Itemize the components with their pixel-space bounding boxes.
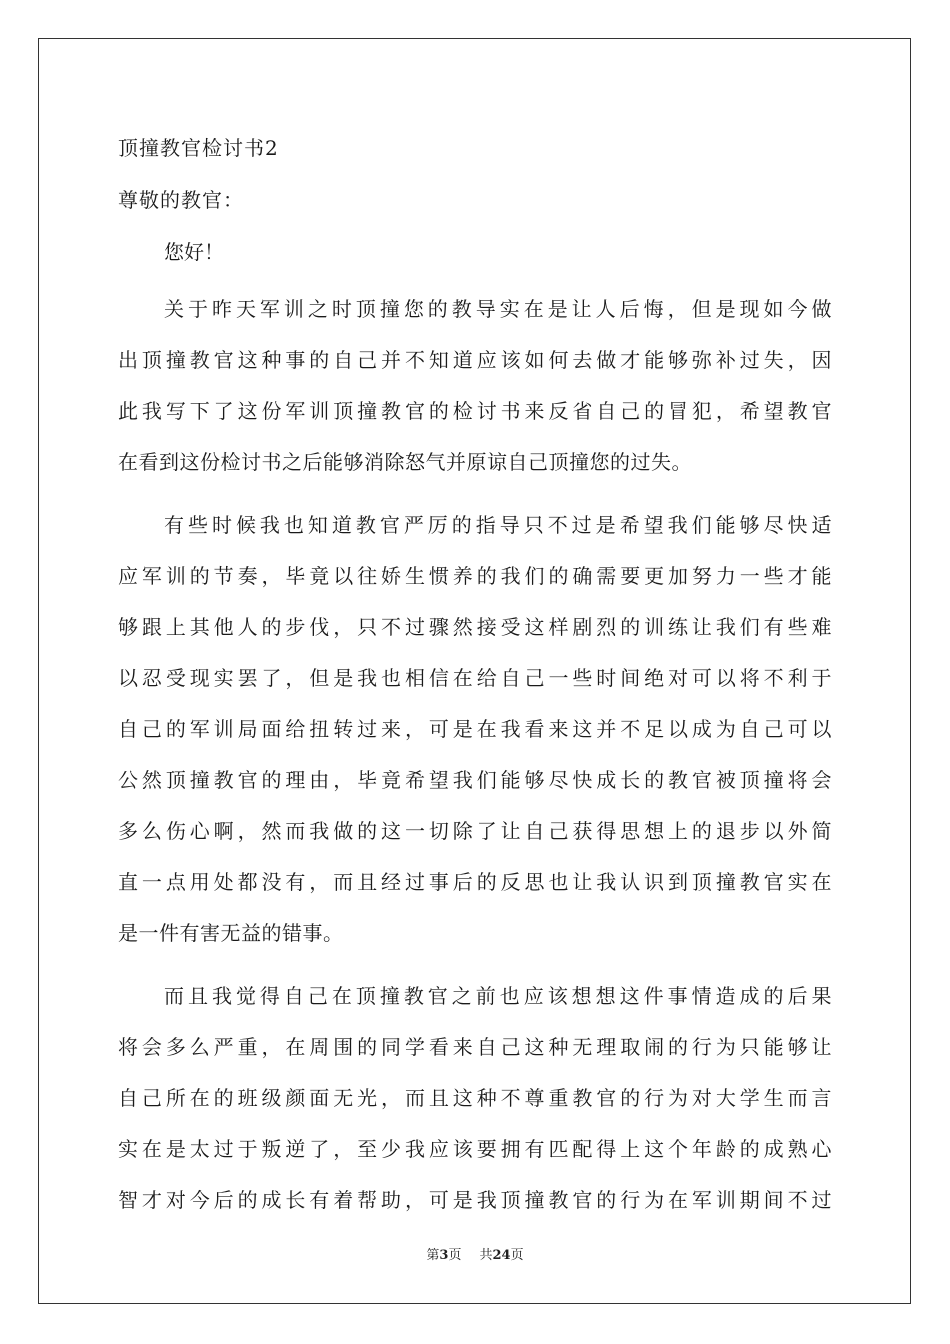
text-line: 有些时候我也知道教官严厉的指导只不过是希望我们能够尽快适 [164, 513, 832, 537]
text-line: 而且我觉得自己在顶撞教官之前也应该想想这件事情造成的后果 [164, 984, 832, 1008]
text-line: 关于昨天军训之时顶撞您的教导实在是让人后悔，但是现如今做 [164, 297, 832, 321]
total-prefix: 共 [479, 1248, 493, 1263]
document-title: 顶撞教官检讨书2 [118, 136, 279, 160]
text-line: 在看到这份检讨书之后能够消除怒气并原谅自己顶撞您的过失。 [118, 450, 692, 474]
greeting: 您好！ [164, 240, 224, 264]
text-line: 实在是太过于叛逆了，至少我应该要拥有匹配得上这个年龄的成熟心 [118, 1137, 832, 1161]
paragraph-3 [118, 971, 832, 1226]
text-line: 此我写下了这份军训顶撞教官的检讨书来反省自己的冒犯，希望教官 [118, 399, 832, 423]
text-line: 直一点用处都没有，而且经过事后的反思也让我认识到顶撞教官实在 [118, 870, 832, 894]
text-line: 多么伤心啊，然而我做的这一切除了让自己获得思想上的退步以外简 [118, 819, 832, 843]
text-line: 出顶撞教官这种事的自己并不知道应该如何去做才能够弥补过失，因 [118, 348, 832, 372]
total-suffix: 页 [510, 1248, 524, 1263]
salutation: 尊敬的教官： [118, 188, 244, 212]
total-page-count: 24 [492, 1248, 511, 1263]
text-line: 以忍受现实罢了，但是我也相信在给自己一些时间绝对可以将不利于 [118, 666, 832, 690]
text-line: 应军训的节奏，毕竟以往娇生惯养的我们的确需要更加努力一些才能 [118, 564, 832, 588]
text-line: 自己所在的班级颜面无光，而且这种不尊重教官的行为对大学生而言 [118, 1086, 832, 1110]
document-body [118, 128, 832, 1226]
text-line: 是一件有害无益的错事。 [118, 921, 344, 945]
text-line: 智才对今后的成长有着帮助，可是我顶撞教官的行为在军训期间不过 [118, 1188, 832, 1212]
text-line: 够跟上其他人的步伐，只不过骤然接受这样剧烈的训练让我们有些难 [118, 615, 832, 639]
page-footer [0, 1248, 950, 1264]
text-line: 将会多么严重，在周围的同学看来自己这种无理取闹的行为只能够让 [118, 1035, 832, 1059]
page-prefix: 第 [426, 1248, 440, 1263]
text-line: 公然顶撞教官的理由，毕竟希望我们能够尽快成长的教官被顶撞将会 [118, 768, 832, 792]
current-page-number: 3 [439, 1248, 449, 1263]
paragraph-2 [118, 500, 832, 959]
page-suffix: 页 [448, 1248, 462, 1263]
text-line: 自己的军训局面给扭转过来，可是在我看来这并不足以成为自己可以 [118, 717, 832, 741]
paragraph-1 [118, 284, 832, 488]
